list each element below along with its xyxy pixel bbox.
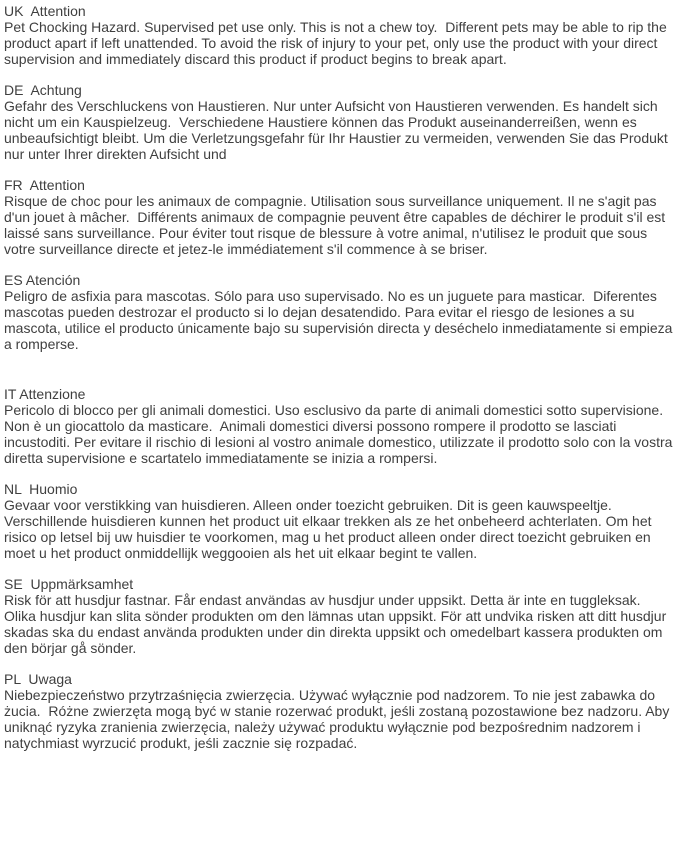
section-body-fr: Risque de choc pour les animaux de compagnie. Utilisation sous surveillance uniquement. Il ne s'agit pas d'un jouet à mâcher. Différents animaux de compagnie peuvent être capables de déchirer le produit s'il est laissé sans surveillance. Pour éviter tout risque de blessure à votre animal, n'utilisez le produit que sous votre surveillance directe et jetez-le immédiatement s'il commence à se briser. — [4, 193, 670, 257]
section-heading-es: ES Atención — [4, 272, 81, 288]
section-heading-it: IT Attenzione — [4, 386, 86, 402]
section-body-de: Gefahr des Verschluckens von Haustieren. Nur unter Aufsicht von Haustieren verwenden. Es handelt sich nicht um ein Kauspielzeug. Verschiedene Haustiere können das Produkt auseinanderreißen, wenn es unbeaufsichtigt bleibt. Um die Verletzungsgefahr für Ihr Haustier zu vermeiden, verwenden Sie das Produkt nur unter Ihrer direkten Aufsicht und — [4, 98, 672, 162]
section-heading-pl: PL Uwaga — [4, 671, 72, 687]
section-heading-de: DE Achtung — [4, 82, 82, 98]
section-body-pl: Niebezpieczeństwo przytrzaśnięcia zwierzęcia. Używać wyłącznie pod nadzorem. To nie jest zabawka do żucia. Różne zwierzęta mogą być w stanie rozerwać produkt, jeśli zostaną pozostawione bez nadzoru. Aby uniknąć ryzyka zranienia zwierzęcia, należy używać produktu wyłącznie pod bezpośrednim nadzorem i natychmiast wyrzucić produkt, jeśli zacznie się rozpadać. — [4, 687, 674, 751]
section-body-it: Pericolo di blocco per gli animali domestici. Uso esclusivo da parte di animali domestici sotto supervisione. Non è un giocattolo da masticare. Animali domestici diversi possono rompere il prodotto se lasciati incustoditi. Per evitare il rischio di lesioni al vostro animale domestico, utilizzate il prodotto solo con la vostra diretta supervisione e scartatelo immediatamente se inizia a rompersi. — [4, 402, 677, 466]
section-body-se: Risk för att husdjur fastnar. Får endast användas av husdjur under uppsikt. Detta är inte en tuggleksak. Olika husdjur kan slita sönder produkten om den lämnas utan uppsikt. För att undvika risken att ditt husdjur skadas ska du endast använda produkten under din direkta uppsikt och omedelbart kassera produkten om den börjar gå sönder. — [4, 592, 671, 656]
warning-section-de — [4, 82, 677, 162]
warning-section-it — [4, 386, 677, 466]
section-heading-se: SE Uppmärksamhet — [4, 576, 134, 592]
section-heading-uk: UK Attention — [4, 3, 86, 19]
section-heading-fr: FR Attention — [4, 177, 85, 193]
warning-section-uk — [4, 3, 677, 67]
section-heading-nl: NL Huomio — [4, 481, 78, 497]
section-body-es: Peligro de asfixia para mascotas. Sólo para uso supervisado. No es un juguete para masticar. Diferentes mascotas pueden destrozar el producto si lo dejan desatendido. Para evitar el riesgo de lesiones a su mascota, utilice el producto únicamente bajo su supervisión directa y deséchelo inmediatamente si empieza a romperse. — [4, 288, 677, 352]
section-body-uk: Pet Chocking Hazard. Supervised pet use only. This is not a chew toy. Different pets may be able to rip the product apart if left unattended. To avoid the risk of injury to your pet, only use the product with your direct supervision and immediately discard this product if product begins to break apart. — [4, 19, 671, 67]
warning-section-se — [4, 576, 677, 656]
section-body-nl: Gevaar voor verstikking van huisdieren. Alleen onder toezicht gebruiken. Dit is geen kauwspeeltje. Verschillende huisdieren kunnen het product uit elkaar trekken als ze het onbeheerd achterlaten. Om het risico op letsel bij uw huisdier te voorkomen, mag u het product alleen onder direct toezicht gebruiken en moet u het product onmiddellijk weggooien als het uit elkaar begint te vallen. — [4, 497, 656, 561]
warning-section-es — [4, 272, 677, 352]
warning-section-fr — [4, 177, 677, 257]
warning-section-pl — [4, 671, 677, 751]
warning-section-nl — [4, 481, 677, 561]
